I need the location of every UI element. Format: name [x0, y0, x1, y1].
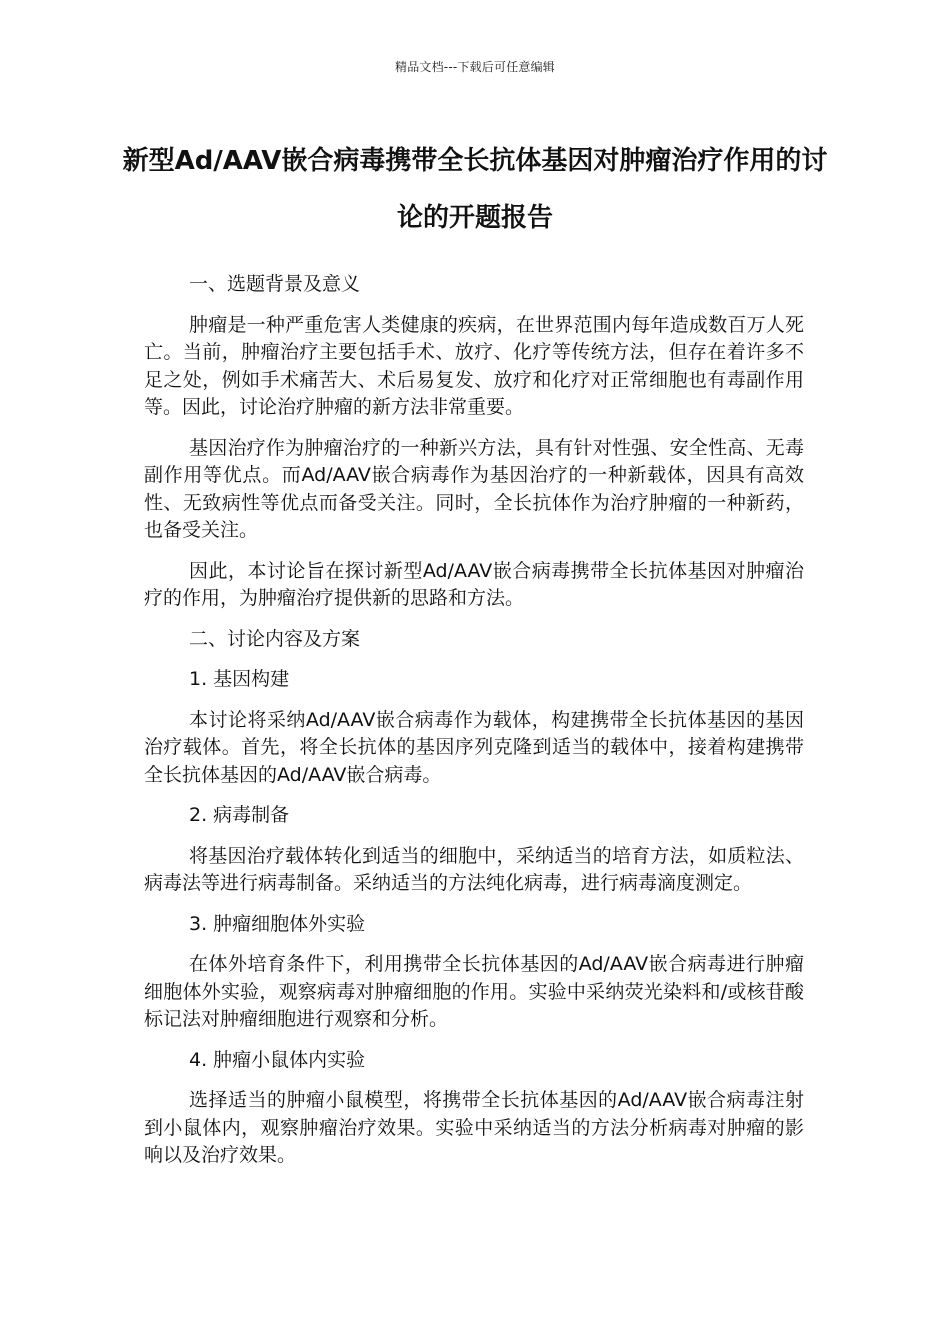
section-heading-content: 二、讨论内容及方案: [189, 627, 361, 650]
subheading-in-vitro: 3. 肿瘤细胞体外实验: [189, 912, 366, 935]
paragraph-background-1: 肿瘤是一种严重危害人类健康的疾病，在世界范围内每年造成数百万人死亡。当前，肿瘤治疗主要包括手术、放疗、化疗等传统方法，但存在着许多不足之处，例如手术痛苦大、术后易复发、放疗和化疗对正常细胞也有毒副作用等。因此，讨论治疗肿瘤的新方法非常重要。: [144, 313, 804, 418]
subheading-in-vivo: 4. 肿瘤小鼠体内实验: [189, 1048, 366, 1071]
subheading-gene-construction: 1. 基因构建: [189, 668, 290, 690]
paragraph-in-vivo: 选择适当的肿瘤小鼠模型，将携带全长抗体基因的Ad/AAV嵌合病毒注射到小鼠体内，观察肿瘤治疗效果。实验中采纳适当的方法分析病毒对肿瘤的影响以及治疗效果。: [144, 1089, 804, 1166]
section-heading-background: 一、选题背景及意义: [189, 273, 361, 295]
paragraph-virus-preparation: 将基因治疗载体转化到适当的细胞中，采纳适当的培育方法，如质粒法、病毒法等进行病毒制备。采纳适当的方法纯化病毒，进行病毒滴度测定。: [144, 844, 804, 894]
document-title: 新型Ad/AAV嵌合病毒携带全长抗体基因对肿瘤治疗作用的讨论的开题报告: [122, 146, 828, 233]
paragraph-background-2: 基因治疗作为肿瘤治疗的一种新兴方法，具有针对性强、安全性高、无毒副作用等优点。而Ad/AAV嵌合病毒作为基因治疗的一种新载体，因具有高效性、无致病性等优点而备受关注。同时，全长抗体作为治疗肿瘤的一种新药，也备受关注。: [144, 436, 804, 541]
document-body: [144, 271, 804, 1183]
header-note: 精品文档---下载后可任意编辑: [395, 60, 555, 74]
subheading-virus-preparation: 2. 病毒制备: [189, 804, 290, 826]
paragraph-background-3: 因此，本讨论旨在探讨新型Ad/AAV嵌合病毒携带全长抗体基因对肿瘤治疗的作用，为肿瘤治疗提供新的思路和方法。: [144, 559, 804, 609]
paragraph-gene-construction: 本讨论将采纳Ad/AAV嵌合病毒作为载体，构建携带全长抗体基因的基因治疗载体。首先，将全长抗体的基因序列克隆到适当的载体中，接着构建携带全长抗体基因的Ad/AAV嵌合病毒。: [144, 708, 804, 786]
paragraph-in-vitro: 在体外培育条件下，利用携带全长抗体基因的Ad/AAV嵌合病毒进行肿瘤细胞体外实验，观察病毒对肿瘤细胞的作用。实验中采纳荧光染料和/或核苷酸标记法对肿瘤细胞进行观察和分析。: [144, 953, 804, 1030]
